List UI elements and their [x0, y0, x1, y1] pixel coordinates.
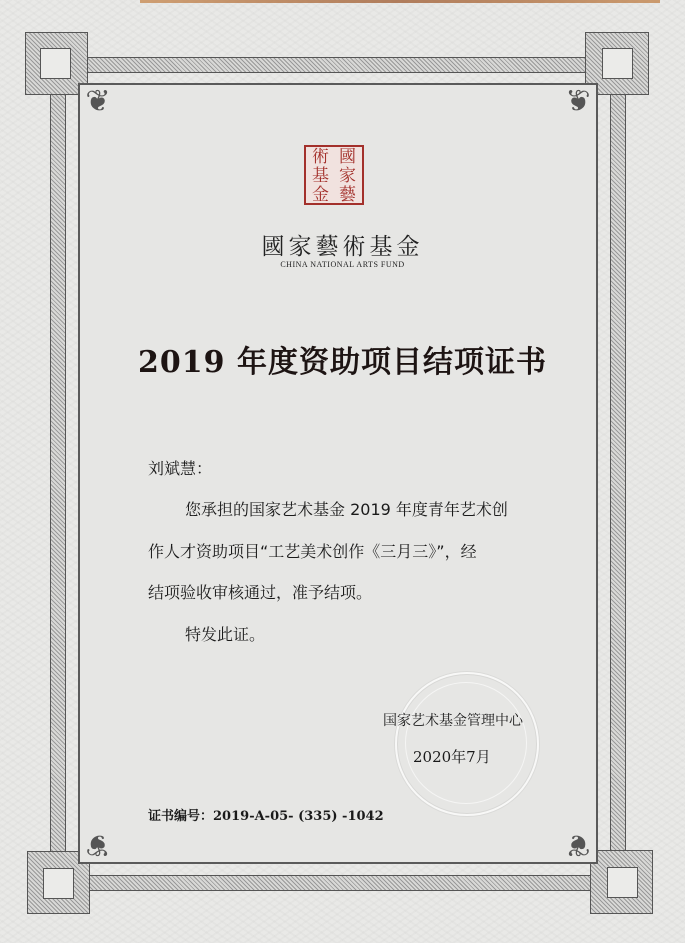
corner-ornament-icon: ❦	[85, 827, 111, 862]
frame-band-left	[50, 78, 66, 868]
body-line-3: 结项验收审核通过，准予结项。	[148, 583, 373, 602]
recipient-name: 刘斌慧：	[148, 459, 213, 478]
seal-char: 金	[312, 185, 329, 205]
frame-band-right	[610, 78, 626, 868]
background-wood-strip	[140, 0, 660, 3]
body-line-4: 特发此证。	[185, 625, 266, 644]
frame-band-bottom	[87, 875, 599, 891]
frame-corner-bottom-right-inner	[607, 867, 638, 898]
body-line-2: 作人才资助项目“工艺美术创作《三月三》”，经	[148, 542, 477, 561]
frame-corner-bottom-left-inner	[43, 868, 74, 899]
organization-name-cn: 國家藝術基金	[261, 234, 424, 260]
inner-line-bottom	[79, 862, 597, 864]
corner-ornament-icon: ❦	[565, 84, 591, 119]
inner-line-right	[596, 83, 598, 864]
seal-char: 術	[312, 147, 329, 167]
seal-char: 家	[339, 166, 356, 186]
certificate-number-label: 证书编号：	[148, 809, 214, 824]
inner-line-top	[79, 83, 597, 85]
seal-char: 藝	[339, 185, 356, 205]
frame-corner-top-right-inner	[602, 48, 633, 79]
certificate-number-value: 2019-A-05- (335) -1042	[213, 809, 384, 824]
organization-name-en: CHINA NATIONAL ARTS FUND	[280, 260, 405, 269]
fund-seal-logo	[304, 145, 364, 205]
inner-line-left	[78, 83, 80, 864]
frame-corner-top-left-inner	[40, 48, 71, 79]
issue-date: 2020年7月	[413, 748, 491, 766]
certificate-number	[148, 805, 384, 824]
embossed-seal-inner	[405, 682, 527, 804]
issuer-name: 国家艺术基金管理中心	[383, 713, 523, 729]
frame-band-top	[87, 57, 599, 73]
certificate-title: 2019 年度资助项目结项证书	[138, 345, 547, 380]
seal-char: 國	[339, 147, 356, 167]
corner-ornament-icon: ❦	[85, 84, 111, 119]
corner-ornament-icon: ❦	[565, 827, 591, 862]
body-line-1: 您承担的国家艺术基金 2019 年度青年艺术创	[185, 500, 508, 519]
seal-char: 基	[312, 166, 329, 186]
